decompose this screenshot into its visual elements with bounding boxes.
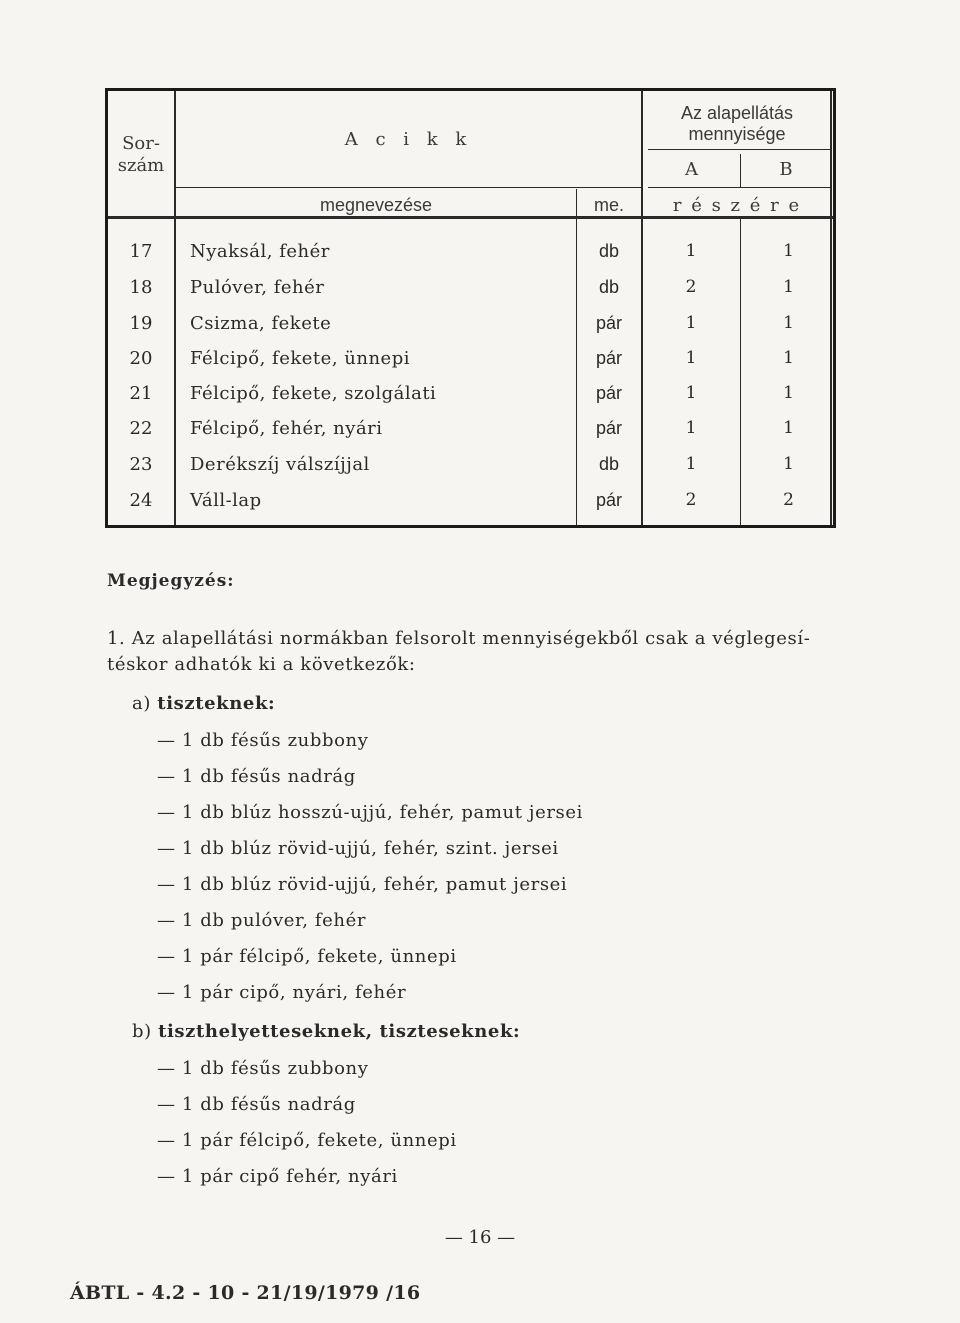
header-reszere: r é s z é r e xyxy=(672,195,802,216)
header-me: me. xyxy=(593,195,624,215)
row-number: 22 xyxy=(129,418,153,439)
list-item: — 1 db fésűs zubbony xyxy=(157,730,369,751)
row-unit: db xyxy=(598,241,620,261)
row-number: 20 xyxy=(129,348,153,369)
table-row xyxy=(108,410,833,446)
row-number: 23 xyxy=(129,454,153,475)
list-item: — 1 db fésűs nadrág xyxy=(157,1094,356,1115)
header-cikk: A c i k k xyxy=(344,129,473,150)
header-bottom-rule xyxy=(108,216,833,219)
row-qty-b: 1 xyxy=(783,313,794,333)
header-rule-cikk xyxy=(175,187,641,188)
list-item: — 1 pár cipő, nyári, fehér xyxy=(157,982,407,1003)
list-item: — 1 db fésűs zubbony xyxy=(157,1058,369,1079)
row-qty-b: 1 xyxy=(783,241,794,261)
table-row xyxy=(108,446,833,482)
row-qty-b: 1 xyxy=(783,454,794,474)
row-unit: db xyxy=(598,277,620,297)
row-qty-b: 2 xyxy=(783,490,794,510)
row-number: 21 xyxy=(129,383,153,404)
row-qty-a: 2 xyxy=(685,277,697,297)
header-col-b: B xyxy=(779,159,793,180)
header-megnevezese: megnevezése xyxy=(319,195,433,215)
row-qty-a: 1 xyxy=(685,313,697,333)
list-item: — 1 db fésűs nadrág xyxy=(157,766,356,787)
row-unit: pár xyxy=(595,418,622,438)
row-name: Félcipő, fekete, szolgálati xyxy=(190,383,437,404)
archive-reference: ÁBTL - 4.2 - 10 - 21/19/1979 /16 xyxy=(70,1282,421,1304)
list-item: — 1 db blúz hosszú-ujjú, fehér, pamut jersei xyxy=(157,802,583,823)
list-item: — 1 pár félcipő, fekete, ünnepi xyxy=(157,946,457,967)
list-item: — 1 db pulóver, fehér xyxy=(157,910,367,931)
table-row xyxy=(108,269,833,305)
row-unit: pár xyxy=(595,490,622,510)
row-unit: pár xyxy=(595,348,622,368)
row-qty-a: 2 xyxy=(685,490,697,510)
table-row xyxy=(108,305,833,341)
list-item: — 1 pár félcipő, fekete, ünnepi xyxy=(157,1130,457,1151)
header-rule-ab xyxy=(648,187,830,188)
row-qty-a: 1 xyxy=(685,241,697,261)
row-qty-a: 1 xyxy=(685,454,697,474)
row-number: 24 xyxy=(129,490,153,511)
row-unit: db xyxy=(598,454,620,474)
row-number: 19 xyxy=(129,313,153,334)
table-row xyxy=(108,375,833,411)
row-qty-a: 1 xyxy=(685,383,697,403)
section-b-heading xyxy=(132,1021,520,1042)
row-name: Váll-lap xyxy=(190,490,262,511)
table-row xyxy=(108,233,833,269)
row-name: Félcipő, fekete, ünnepi xyxy=(190,348,410,369)
header-sorszam: Sor- szám xyxy=(117,133,165,176)
list-item: — 1 db blúz rövid-ujjú, fehér, szint. jersei xyxy=(157,838,559,859)
section-b-title: tiszthelyetteseknek, tiszteseknek: xyxy=(158,1021,521,1042)
list-item: — 1 pár cipő fehér, nyári xyxy=(157,1166,398,1187)
row-qty-a: 1 xyxy=(685,348,697,368)
row-number: 18 xyxy=(129,277,153,298)
row-number: 17 xyxy=(129,241,153,262)
row-qty-b: 1 xyxy=(783,383,794,403)
header-mennyiseg: Az alapellátás mennyisége xyxy=(680,103,794,144)
row-qty-b: 1 xyxy=(783,348,794,368)
header-rule-mennyiseg xyxy=(648,149,830,150)
section-a-heading xyxy=(132,693,275,714)
section-a-label: a) xyxy=(132,693,151,714)
header-col-a: A xyxy=(685,159,698,180)
row-name: Félcipő, fehér, nyári xyxy=(190,418,383,439)
section-a-title: tiszteknek: xyxy=(157,693,276,714)
table-row xyxy=(108,340,833,376)
row-unit: pár xyxy=(595,383,622,403)
row-name: Derékszíj válszíjjal xyxy=(190,454,370,475)
section-b-label: b) xyxy=(132,1021,152,1042)
row-name: Csizma, fekete xyxy=(190,313,332,334)
list-item: — 1 db blúz rövid-ujjú, fehér, pamut jersei xyxy=(157,874,568,895)
row-qty-b: 1 xyxy=(783,277,794,297)
row-unit: pár xyxy=(595,313,622,333)
table-row xyxy=(108,482,833,518)
row-qty-b: 1 xyxy=(783,418,794,438)
row-qty-a: 1 xyxy=(685,418,697,438)
row-name: Pulóver, fehér xyxy=(190,277,325,298)
equipment-table xyxy=(105,88,836,528)
notes-heading: Megjegyzés: xyxy=(107,571,235,591)
notes-paragraph-1: 1. Az alapellátási normákban felsorolt mennyiségekből csak a véglegesí- téskor adhatók ki a következők: xyxy=(107,628,811,675)
page-number: — 16 — xyxy=(444,1227,516,1248)
row-name: Nyaksál, fehér xyxy=(190,241,330,262)
